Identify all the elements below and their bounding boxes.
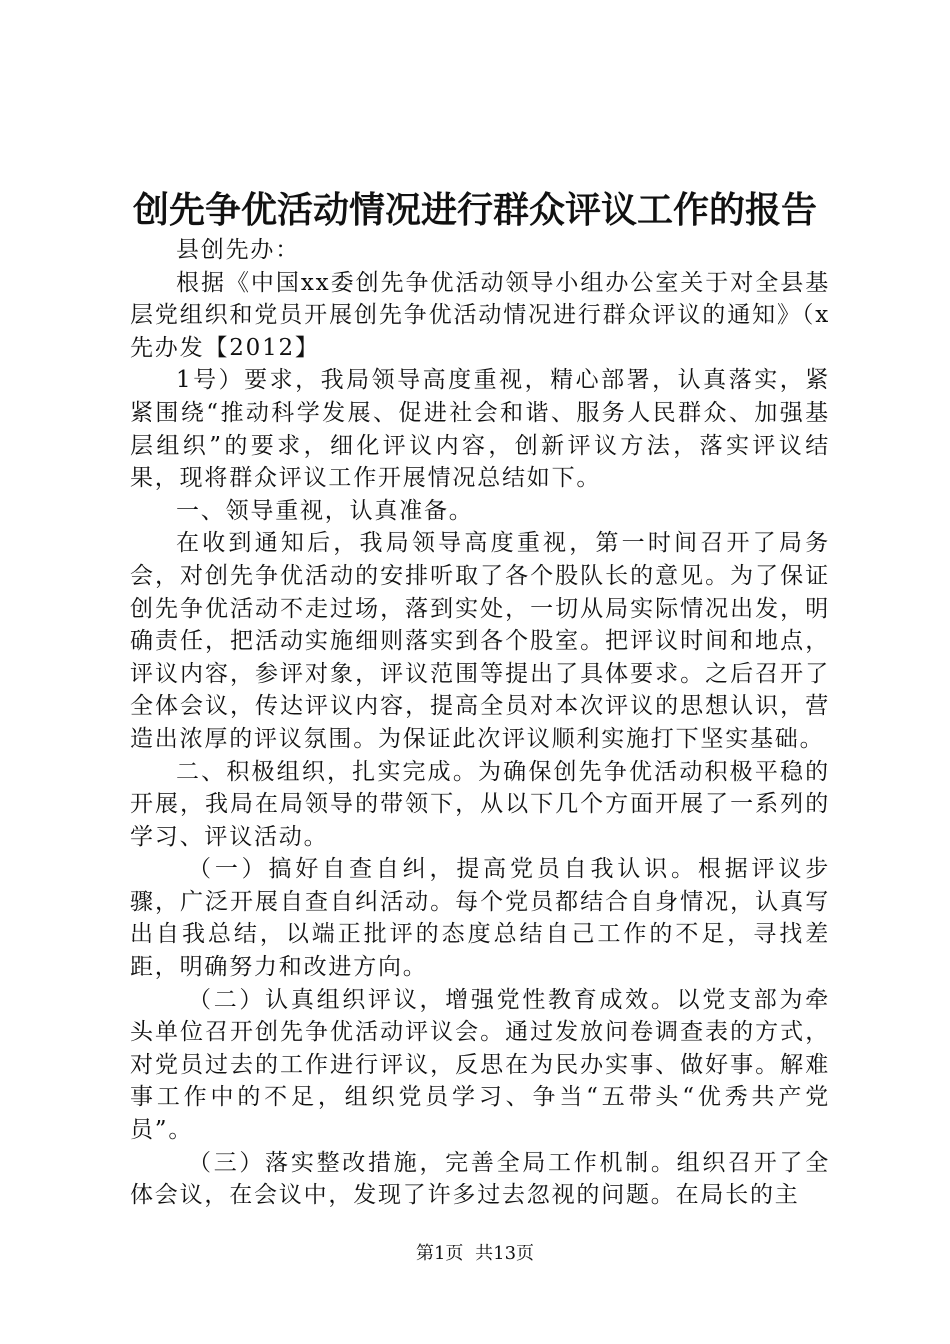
section-heading: 二、积极组织，扎实完成。为确保创先争优活动积极平稳的开展，我局在局领导的带领下，从以下几个方面开展了一系列的学习、评议活动。 bbox=[130, 758, 830, 850]
paragraph: 根据《中国xx委创先争优活动领导小组办公室关于对全县基层党组织和党员开展创先争优活动情况进行群众评议的通知》（x先办发【2012】 bbox=[130, 269, 830, 361]
section-heading: 一、领导重视，认真准备。 bbox=[176, 497, 474, 524]
page-total: 共13页 bbox=[475, 1243, 535, 1264]
document-body bbox=[130, 234, 830, 1212]
page-footer bbox=[0, 1242, 950, 1266]
page-number: 第1页 bbox=[415, 1243, 464, 1264]
salutation: 县创先办： bbox=[176, 237, 300, 263]
document-title: 创先争优活动情况进行群众评议工作的报告 bbox=[132, 189, 817, 231]
subsection-paragraph: （三）落实整改措施，完善全局工作机制。组织召开了全体会议，在会议中，发现了许多过去忽视的问题。在局长的主 bbox=[130, 1149, 830, 1209]
subsection-paragraph: （一）搞好自查自纠，提高党员自我认识。根据评议步骤，广泛开展自查自纠活动。每个党员都结合自身情况，认真写出自我总结，以端正批评的态度总结自己工作的不足，寻找差距，明确努力和改进方向。 bbox=[130, 856, 830, 981]
subsection-paragraph: （二）认真组织评议，增强党性教育成效。以党支部为牵头单位召开创先争优活动评议会。通过发放问卷调查表的方式，对党员过去的工作进行评议，反思在为民办实事、做好事。解难事工作中的不足，组织党员学习、争当“五带头“优秀共产党员”。 bbox=[130, 986, 830, 1144]
paragraph: 1号）要求，我局领导高度重视，精心部署，认真落实，紧紧围绕“推动科学发展、促进社会和谐、服务人民群众、加强基层组织”的要求，细化评议内容，创新评议方法，落实评议结果，现将群众评议工作开展情况总结如下。 bbox=[130, 367, 830, 492]
paragraph: 在收到通知后，我局领导高度重视，第一时间召开了局务会，对创先争优活动的安排听取了各个股队长的意见。为了保证创先争优活动不走过场，落到实处，一切从局实际情况出发，明确责任，把活动实施细则落实到各个股室。把评议时间和地点，评议内容，参评对象，评议范围等提出了具体要求。之后召开了全体会议，传达评议内容，提高全员对本次评议的思想认识，营造出浓厚的评议氛围。为保证此次评议顺利实施打下坚实基础。 bbox=[130, 530, 830, 752]
